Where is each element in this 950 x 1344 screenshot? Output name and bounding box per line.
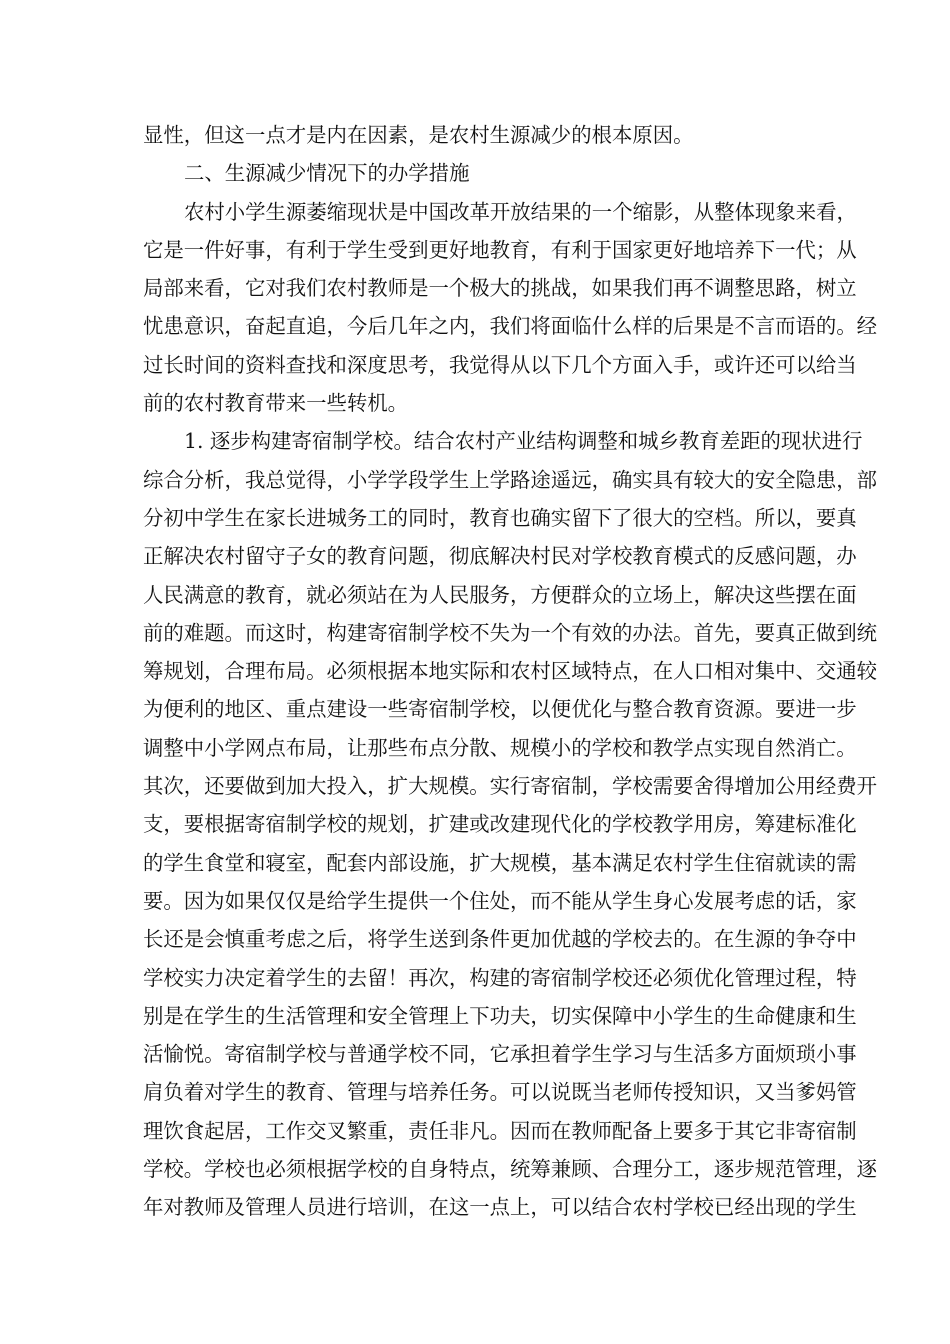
text-line: 别是在学生的生活管理和安全管理上下功夫，切实保障中小学生的生命健康和生 [143,1003,857,1028]
text-line: 农村小学生源萎缩现状是中国改革开放结果的一个缩影，从整体现象来看， [184,199,857,224]
text-line: 其次，还要做到加大投入，扩大规模。实行寄宿制，学校需要舍得增加公用经费开 [143,774,878,799]
text-line: 要。因为如果仅仅是给学生提供一个住处，而不能从学生身心发展考虑的话，家 [143,888,857,913]
section-heading [143,154,808,192]
text-line: 活愉悦。寄宿制学校与普通学校不同，它承担着学生学习与生活多方面烦琐小事 [143,1042,857,1067]
text-line: 1. 逐步构建寄宿制学校。结合农村产业结构调整和城乡教育差距的现状进行 [184,429,863,454]
text-line: 它是一件好事，有利于学生受到更好地教育，有利于国家更好地培养下一代；从 [143,237,857,262]
text-line: 筹规划，合理布局。必须根据本地实际和农村区域特点，在人口相对集中、交通较 [143,659,878,684]
heading-text: 二、生源减少情况下的办学措施 [184,161,470,186]
text-line: 人民满意的教育，就必须站在为人民服务，方便群众的立场上，解决这些摆在面 [143,582,857,607]
text-line: 为便利的地区、重点建设一些寄宿制学校，以便优化与整合教育资源。要进一步 [143,697,857,722]
text-line: 前的农村教育带来一些转机。 [143,391,409,416]
text-line: 肩负着对学生的教育、管理与培养任务。可以说既当老师传授知识，又当爹妈管 [143,1080,857,1105]
paragraph-boarding-school [143,422,878,1226]
text-line: 分初中学生在家长进城务工的同时，教育也确实留下了很大的空档。所以，要真 [143,505,857,530]
document-body [143,116,878,1227]
text-line: 忧患意识，奋起直追，今后几年之内，我们将面临什么样的后果是不言而语的。经 [143,314,878,339]
text-line: 局部来看，它对我们农村教师是一个极大的挑战，如果我们再不调整思路，树立 [143,276,857,301]
paragraph-continuation [143,116,808,154]
text-line: 前的难题。而这时，构建寄宿制学校不失为一个有效的办法。首先，要真正做到统 [143,620,878,645]
text-line: 显性，但这一点才是内在因素，是农村生源减少的根本原因。 [143,123,694,147]
text-line: 学校。学校也必须根据学校的自身特点，统筹兼顾、合理分工，逐步规范管理，逐 [143,1157,878,1182]
text-line: 正解决农村留守子女的教育问题，彻底解决村民对学校教育模式的反感问题，办 [143,544,857,569]
paragraph-intro [143,193,878,423]
text-line: 长还是会慎重考虑之后，将学生送到条件更加优越的学校去的。在生源的争夺中 [143,927,857,952]
text-line: 理饮食起居，工作交叉繁重，责任非凡。因而在教师配备上要多于其它非寄宿制 [143,1118,857,1143]
text-line: 的学生食堂和寝室，配套内部设施，扩大规模，基本满足农村学生住宿就读的需 [143,850,857,875]
text-line: 过长时间的资料查找和深度思考，我觉得从以下几个方面入手，或许还可以给当 [143,352,857,377]
text-line: 综合分析，我总觉得，小学学段学生上学路途遥远，确实具有较大的安全隐患，部 [143,467,878,492]
text-line: 年对教师及管理人员进行培训，在这一点上，可以结合农村学校已经出现的学生 [143,1195,857,1220]
text-line: 支，要根据寄宿制学校的规划，扩建或改建现代化的学校教学用房，筹建标准化 [143,812,857,837]
text-line: 学校实力决定着学生的去留！再次，构建的寄宿制学校还必须优化管理过程，特 [143,965,857,990]
text-line: 调整中小学网点布局，让那些布点分散、规模小的学校和教学点实现自然消亡。 [143,735,857,760]
